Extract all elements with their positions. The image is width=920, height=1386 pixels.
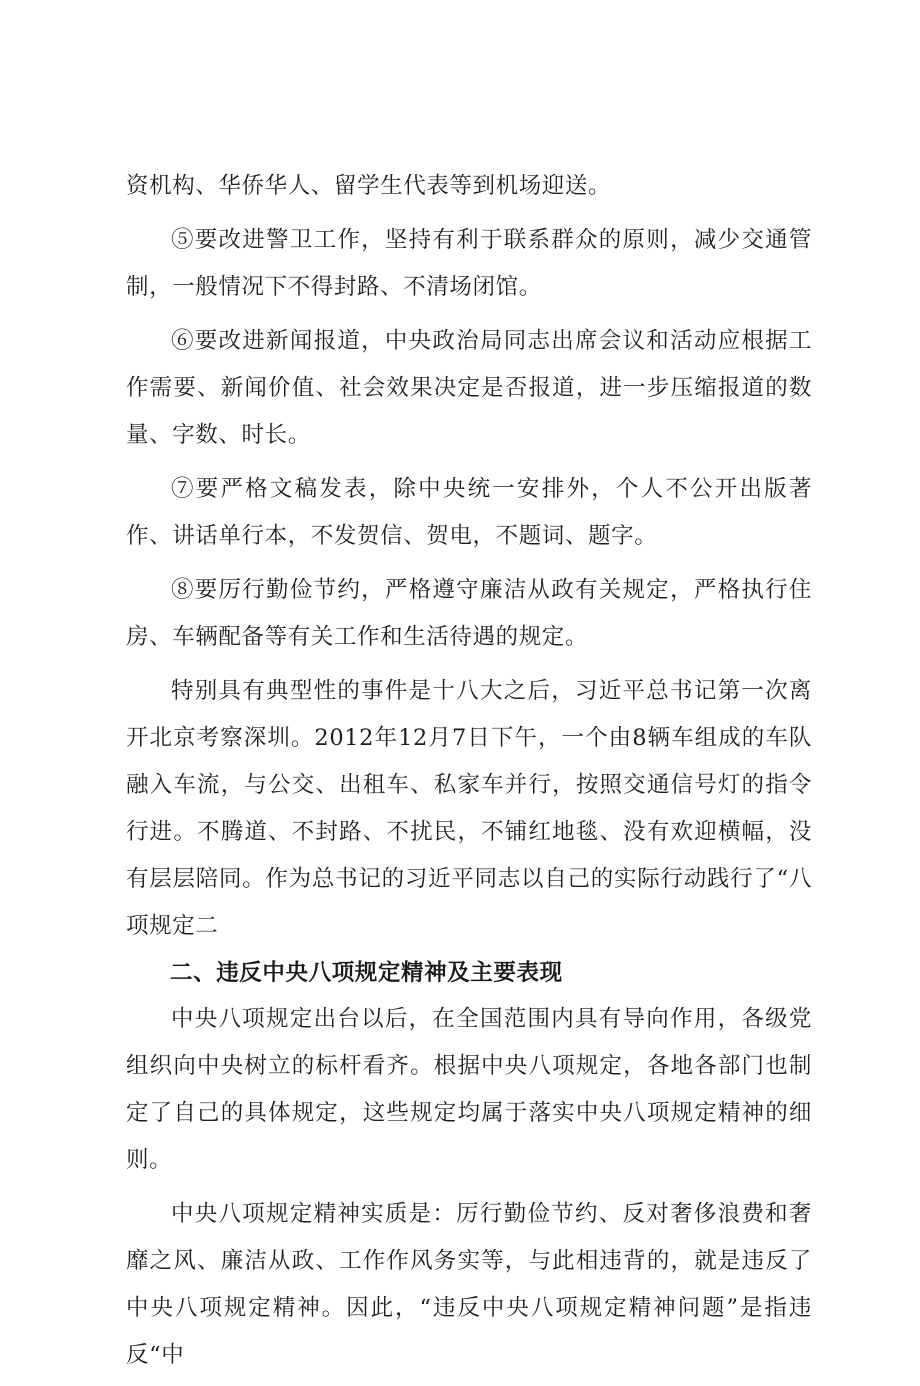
paragraph-rule-6: ⑥要改进新闻报道，中央政治局同志出席会议和活动应根据工作需要、新闻价值、社会效果决定是否报道，进一步压缩报道的数量、字数、时长。 <box>126 328 812 448</box>
paragraph-after-2: 中央八项规定精神实质是：厉行勤俭节约、反对奢侈浪费和奢靡之风、廉洁从政、工作作风务实等，与此相违背的，就是违反了中央八项规定精神。因此，“违反中央八项规定精神问题”是指违反“中 <box>126 1201 812 1368</box>
paragraph-after-1: 中央八项规定出台以后，在全国范围内具有导向作用，各级党组织向中央树立的标杆看齐。根据中央八项规定，各地各部门也制定了自己的具体规定，这些规定均属于落实中央八项规定精神的细则。 <box>126 1006 812 1173</box>
document-body <box>126 163 812 1386</box>
paragraph-rule-5: ⑤要改进警卫工作，坚持有利于联系群众的原则，减少交通管制，一般情况下不得封路、不清场闭馆。 <box>126 227 812 300</box>
paragraph-rule-7: ⑦要严格文稿发表，除中央统一安排外，个人不公开出版著作、讲话单行本，不发贺信、贺电，不题词、题字。 <box>126 476 812 549</box>
section-heading: 二、违反中央八项规定精神及主要表现 <box>170 960 563 986</box>
paragraph-continuation: 资机构、华侨华人、留学生代表等到机场迎送。 <box>126 173 612 199</box>
paragraph-rule-8: ⑧要厉行勤俭节约，严格遵守廉洁从政有关规定，严格执行住房、车辆配备等有关工作和生活待遇的规定。 <box>126 577 812 650</box>
paragraph-shenzhen-example: 特别具有典型性的事件是十八大之后，习近平总书记第一次离开北京考察深圳。2012年12月7日下午，一个由8辆车组成的车队融入车流，与公交、出租车、私家车并行，按照交通信号灯的指令行进。不腾道、不封路、不扰民，不铺红地毯、没有欢迎横幅，没有层层陪同。作为总书记的习近平同志以自己的实际行动践行了“八项规定二 <box>126 678 812 939</box>
